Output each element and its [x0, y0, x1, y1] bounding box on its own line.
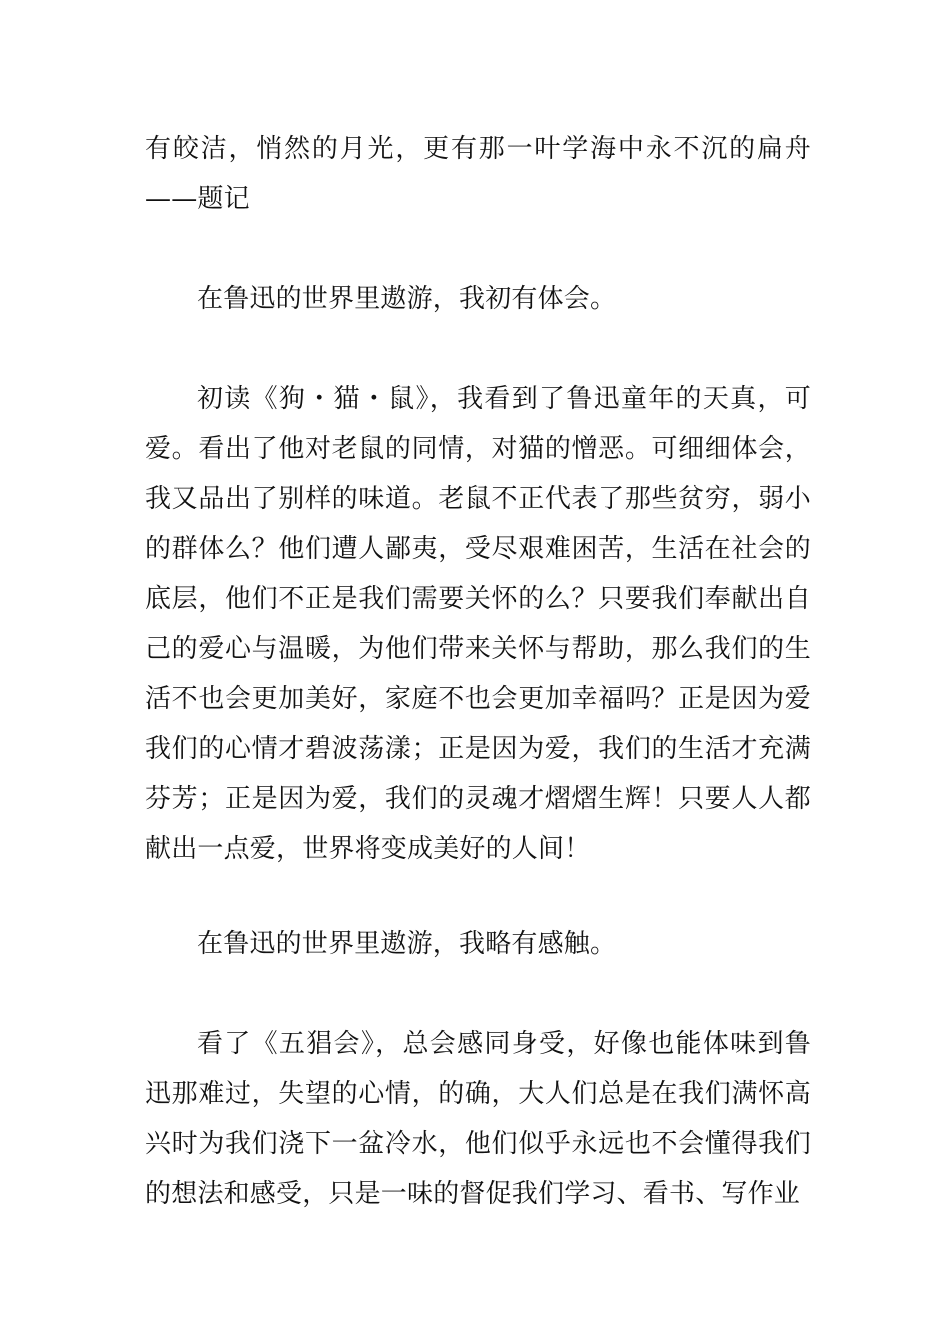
epigraph-paragraph: 有皎洁，悄然的月光，更有那一叶学海中永不沉的扁舟——题记 — [145, 134, 811, 214]
body-paragraph-3: 在鲁迅的世界里遨游，我略有感触。 — [197, 929, 617, 959]
body-paragraph-1: 在鲁迅的世界里遨游，我初有体会。 — [197, 284, 617, 314]
body-paragraph-4: 看了《五猖会》，总会感同身受，好像也能体味到鲁迅那难过，失望的心情，的确，大人们总是在我们满怀高兴时为我们浇下一盆冷水，他们似乎永远也不会懂得我们的想法和感受，只是一味的督促我们学习、看书、写作业 — [145, 1029, 811, 1209]
body-paragraph-2: 初读《狗・猫・鼠》，我看到了鲁迅童年的天真，可爱。看出了他对老鼠的同情，对猫的憎恶。可细细体会，我又品出了别样的味道。老鼠不正代表了那些贫穷，弱小的群体么？他们遭人鄙夷，受尽艰难困苦，生活在社会的底层，他们不正是我们需要关怀的么？只要我们奉献出自己的爱心与温暖，为他们带来关怀与帮助，那么我们的生活不也会更加美好，家庭不也会更加幸福吗？正是因为爱我们的心情才碧波荡漾；正是因为爱，我们的生活才充满芬芳；正是因为爱，我们的灵魂才熠熠生辉！只要人人都献出一点爱，世界将变成美好的人间！ — [145, 384, 811, 864]
